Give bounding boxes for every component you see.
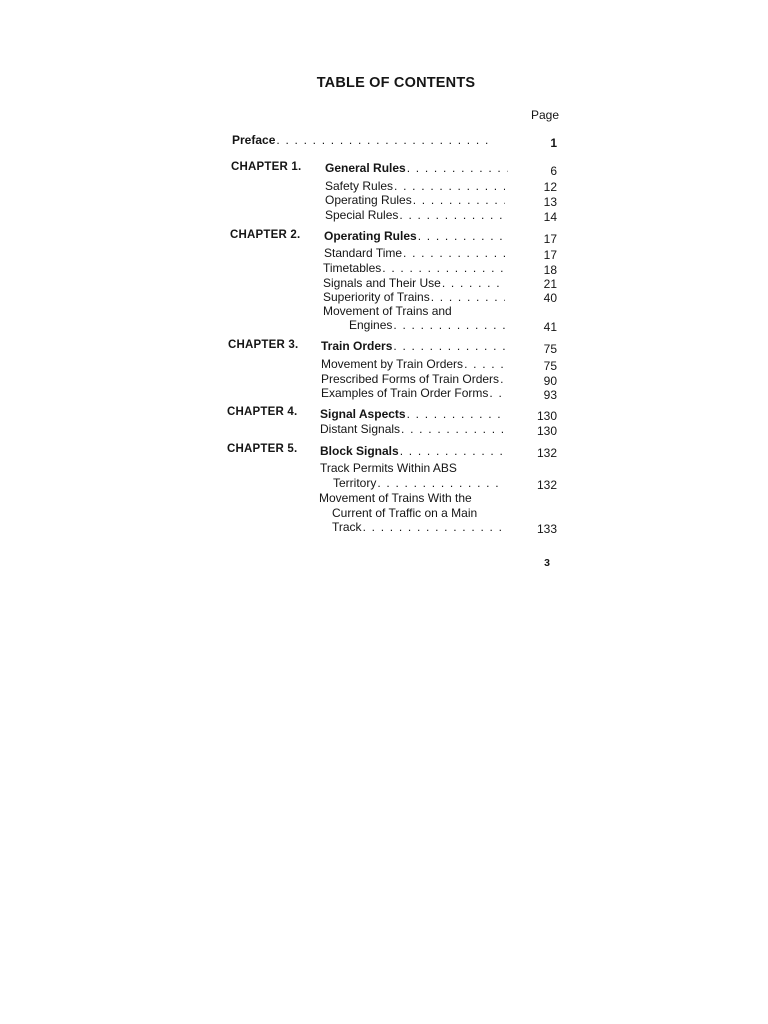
toc-entry-label: Movement by Train Orders: [321, 357, 464, 371]
toc-entry-label: Territory: [333, 476, 377, 490]
dot-leader: [393, 318, 505, 332]
toc-section[interactable]: [323, 276, 505, 290]
toc-entry-label: Safety Rules: [325, 179, 394, 193]
dot-leader: [442, 276, 505, 290]
toc-page-number: 1: [550, 136, 557, 150]
toc-entry-label: Superiority of Trains: [323, 290, 430, 304]
toc-page-number: 21: [543, 277, 557, 291]
toc-page-number: 17: [543, 232, 557, 246]
toc-page-number: 14: [543, 210, 557, 224]
toc-section[interactable]: [325, 208, 505, 222]
toc-entry-preface[interactable]: [232, 133, 488, 147]
toc-section[interactable]: [321, 386, 505, 400]
toc-page-number: 90: [543, 374, 557, 388]
toc-page-number: 12: [543, 180, 557, 194]
toc-section[interactable]: [320, 422, 505, 436]
toc-section[interactable]: [325, 193, 505, 207]
dot-leader: [489, 386, 505, 400]
toc-entry-label: Engines: [349, 318, 393, 332]
dot-leader: [407, 407, 505, 421]
toc-page-number: 13: [543, 195, 557, 209]
toc-entry-label: Prescribed Forms of Train Orders: [321, 372, 500, 386]
toc-page-number: 93: [543, 388, 557, 402]
toc-page-number: 40: [543, 291, 557, 305]
toc-entry-label: Signals and Their Use: [323, 276, 441, 290]
dot-leader: [401, 422, 505, 436]
toc-chapter-title[interactable]: [320, 444, 505, 458]
toc-page-number: 75: [543, 342, 557, 356]
dot-leader: [413, 193, 505, 207]
toc-page-number: 6: [550, 164, 557, 178]
dot-leader: [407, 161, 508, 175]
toc-entry-label: Operating Rules: [324, 229, 417, 243]
toc-page-number: 130: [536, 424, 557, 438]
chapter-label: CHAPTER 4.: [227, 406, 298, 418]
toc-chapter-title[interactable]: [321, 339, 505, 353]
dot-leader: [276, 133, 488, 147]
toc-entry-label: Special Rules: [325, 208, 399, 222]
chapter-label: CHAPTER 3.: [228, 339, 299, 351]
toc-entry-label: Block Signals: [320, 444, 399, 458]
toc-page-number: 41: [543, 320, 557, 334]
dot-leader: [431, 290, 505, 304]
toc-page-number: 133: [536, 522, 557, 536]
toc-chapter-title[interactable]: [324, 229, 506, 243]
toc-page-number: 17: [543, 248, 557, 262]
toc-entry-label: General Rules: [325, 161, 406, 175]
toc-page-number: 132: [536, 446, 557, 460]
dot-leader: [382, 261, 505, 275]
dot-leader: [394, 179, 505, 193]
dot-leader: [500, 372, 507, 386]
toc-section[interactable]: [323, 261, 505, 275]
toc-entry-label: Distant Signals: [320, 422, 401, 436]
dot-leader: [464, 357, 505, 371]
toc-section-line[interactable]: Current of Traffic on a Main: [332, 506, 478, 520]
chapter-label: CHAPTER 2.: [230, 229, 301, 241]
toc-entry-label: Standard Time: [324, 246, 403, 260]
toc-chapter-title[interactable]: [325, 161, 508, 175]
toc-entry-label: Timetables: [323, 261, 382, 275]
toc-entry-label: Operating Rules: [325, 193, 412, 207]
page-folio-number: 3: [544, 557, 550, 569]
toc-entry-label: Train Orders: [321, 339, 393, 353]
dot-leader: [393, 339, 505, 353]
toc-section[interactable]: [321, 372, 507, 386]
toc-page-number: 130: [536, 409, 557, 423]
dot-leader: [418, 229, 506, 243]
dot-leader: [399, 208, 505, 222]
toc-section[interactable]: [323, 290, 505, 304]
toc-section-line[interactable]: Track Permits Within ABS: [320, 461, 457, 475]
toc-section[interactable]: [349, 318, 505, 332]
toc-section[interactable]: [332, 520, 503, 534]
toc-section[interactable]: [324, 246, 505, 260]
toc-chapter-title[interactable]: [320, 407, 505, 421]
toc-page-number: 132: [536, 478, 557, 492]
toc-entry-label: Preface: [232, 133, 276, 147]
toc-entry-label: Signal Aspects: [320, 407, 406, 421]
dot-leader: [400, 444, 505, 458]
page-title: TABLE OF CONTENTS: [316, 75, 476, 91]
dot-leader: [403, 246, 505, 260]
toc-section[interactable]: [321, 357, 505, 371]
toc-section[interactable]: [325, 179, 505, 193]
toc-section-line[interactable]: Movement of Trains and: [323, 304, 452, 318]
toc-entry-label: Track: [332, 520, 362, 534]
toc-page-number: 18: [543, 263, 557, 277]
dot-leader: [377, 476, 505, 490]
chapter-label: CHAPTER 1.: [231, 161, 302, 173]
dot-leader: [363, 520, 503, 534]
toc-section-line[interactable]: Movement of Trains With the: [319, 491, 472, 505]
toc-page-number: 75: [543, 359, 557, 373]
page-column-header: Page: [530, 108, 559, 122]
toc-entry-label: Examples of Train Order Forms: [321, 386, 489, 400]
toc-section[interactable]: [333, 476, 505, 490]
chapter-label: CHAPTER 5.: [227, 443, 298, 455]
